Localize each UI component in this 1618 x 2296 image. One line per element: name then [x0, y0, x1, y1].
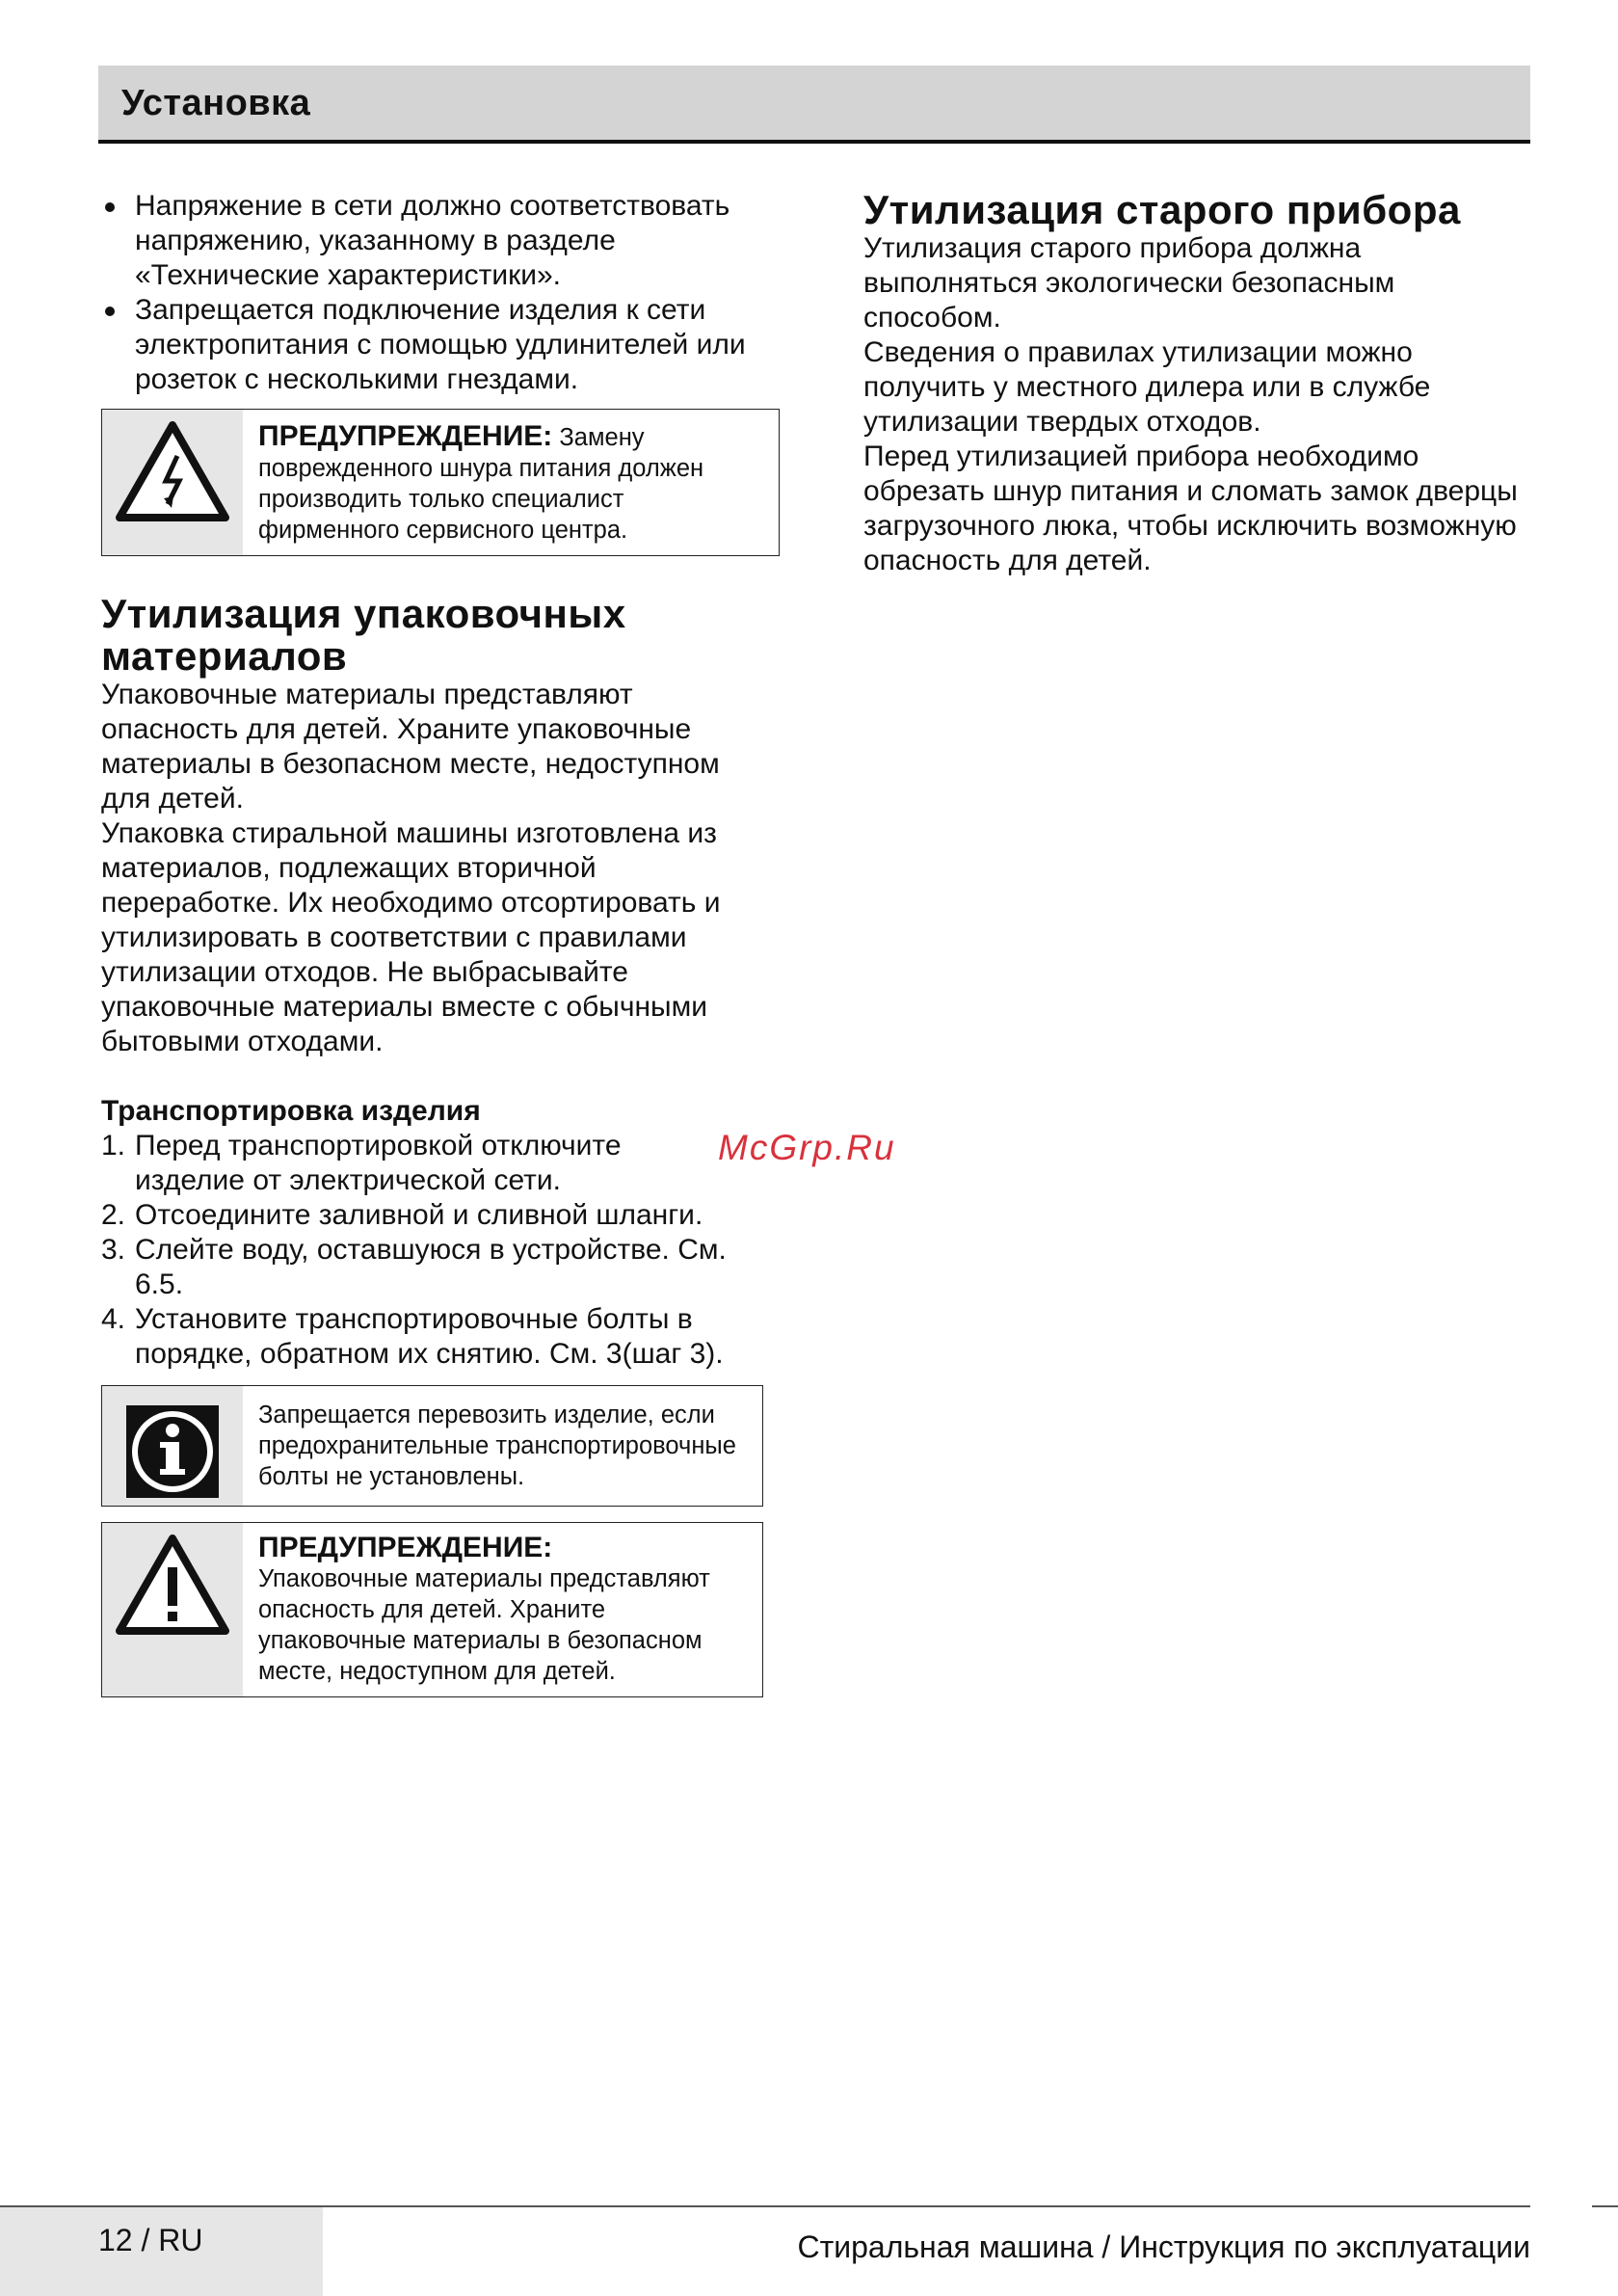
warning-text: Замену поврежденного шнура питания должен производить только специалист фирменного сервисного центра. [258, 424, 704, 544]
disposal-paragraph-2: Сведения о правилах утилизации можно получить у местного дилера или в службе утилизации твердых отходов. [863, 336, 1431, 438]
list-item: Напряжение в сети должно соответствовать напряжению, указанному в разделе «Технические характеристики». [101, 189, 805, 293]
transport-steps [101, 1129, 776, 1372]
electric-hazard-icon [102, 410, 243, 555]
list-item: Запрещается подключение изделия к сети электропитания с помощью удлинителей или розеток с несколькими гнездами. [101, 293, 805, 397]
packaging-disposal-title: Утилизация упаковочных материалов [101, 591, 626, 679]
packaging-warning-box [101, 1522, 763, 1697]
page-number: 12 / RU [98, 2223, 203, 2257]
transport-bolts-info-box [101, 1385, 763, 1507]
requirements-list [101, 189, 805, 397]
warning-icon [102, 1523, 243, 1696]
watermark: McGrp.Ru [718, 1128, 896, 1167]
packaging-paragraph-2: Упаковка стиральной машины изготовлена из материалов, подлежащих вторичной переработке. Их необходимо отсортировать и утилизировать в соответствии с правилами утилизации отходов. Не выбрасывайте упаковочные материалы вместе с обычными бытовыми отходами. [101, 817, 721, 1057]
section-header-title: Установка [121, 83, 311, 123]
disposal-paragraph-1: Утилизация старого прибора должна выполняться экологически безопасным способом. [863, 232, 1395, 334]
disposal-paragraph-3: Перед утилизацией прибора необходимо обрезать шнур питания и сломать замок дверцы загрузочного люка, чтобы исключить возможную опасность для детей. [863, 441, 1518, 576]
right-column [863, 189, 1538, 578]
warning-label: ПРЕДУПРЕЖДЕНИЕ: [258, 1532, 553, 1563]
list-item: 4. Установите транспортировочные болты в порядке, обратном их снятию. См. 3(шаг 3). [101, 1303, 724, 1370]
footer-divider-tick [1592, 2205, 1618, 2207]
warning-label: ПРЕДУПРЕЖДЕНИЕ: [258, 420, 553, 452]
transport-title: Транспортировка изделия [101, 1095, 481, 1127]
info-icon [102, 1386, 243, 1506]
section-header-bar [98, 66, 1530, 144]
info-text: Запрещается перевозить изделие, если предохранительные транспортировочные болты не установлены. [258, 1402, 736, 1490]
left-column [101, 189, 805, 1697]
old-appliance-disposal-title: Утилизация старого прибора [863, 187, 1461, 232]
list-item: 2. Отсоедините заливной и сливной шланги. [101, 1199, 703, 1231]
document-title: Стиральная машина / Инструкция по эксплуатации [797, 2229, 1530, 2264]
power-cord-warning-box [101, 409, 780, 556]
packaging-paragraph-1: Упаковочные материалы представляют опасность для детей. Храните упаковочные материалы в безопасном месте, недоступном для детей. [101, 679, 720, 814]
list-item: 1. Перед транспортировкой отключите изделие от электрической сети. [101, 1130, 622, 1196]
warning-text: Упаковочные материалы представляют опасность для детей. Храните упаковочные материалы в безопасном месте, недоступном для детей. [258, 1565, 710, 1685]
list-item: 3. Слейте воду, оставшуюся в устройстве. См. 6.5. [101, 1234, 727, 1300]
